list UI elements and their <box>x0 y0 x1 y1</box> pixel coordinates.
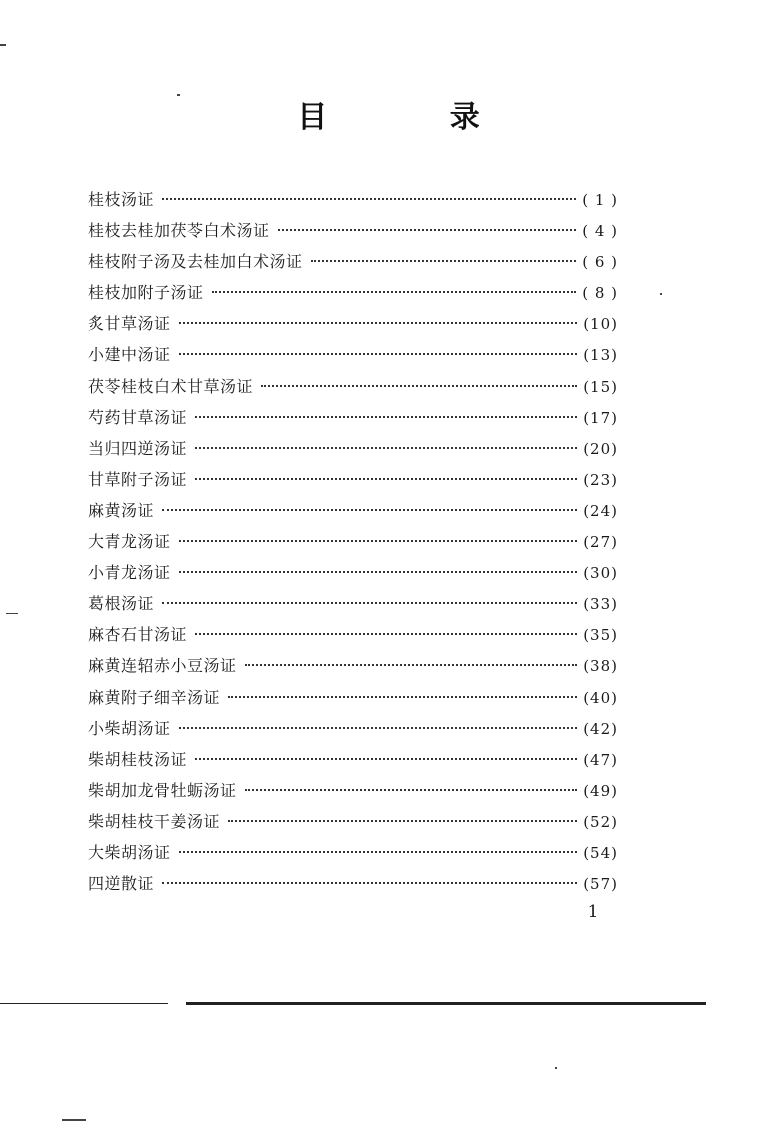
toc-entry-page: ( 6 ) <box>582 253 618 272</box>
dot-leader <box>195 478 577 480</box>
toc-entry[interactable] <box>88 744 618 775</box>
dot-leader <box>179 851 578 853</box>
toc-entry-page: (24) <box>583 501 618 520</box>
toc-entry-page: (10) <box>583 315 618 334</box>
toc-entry[interactable] <box>88 868 618 899</box>
dot-leader <box>179 540 578 542</box>
toc-entry-page: (17) <box>583 408 618 427</box>
dot-leader <box>245 789 578 791</box>
toc-entry-page: (57) <box>583 875 618 894</box>
dot-leader <box>228 820 577 822</box>
dot-leader <box>195 633 577 635</box>
toc-entry-title: 柴胡桂枝汤证 <box>88 749 188 769</box>
page-title: 目 录 <box>297 100 536 135</box>
toc-entry-page: (30) <box>583 564 618 583</box>
toc-entry-page: (54) <box>583 843 618 862</box>
toc-entry-title: 柴胡桂枝干姜汤证 <box>88 811 221 831</box>
toc-entry-title: 葛根汤证 <box>88 594 155 614</box>
toc-entry-title: 小青龙汤证 <box>88 563 171 583</box>
dot-leader <box>162 882 577 884</box>
dot-leader <box>162 198 576 200</box>
scan-speck <box>6 613 18 614</box>
dot-leader <box>278 229 577 231</box>
dot-leader <box>162 509 577 511</box>
toc-entry[interactable] <box>88 246 618 277</box>
toc-entry-page: (15) <box>583 377 618 396</box>
toc-entry[interactable] <box>88 775 618 806</box>
toc-entry[interactable] <box>88 837 618 868</box>
footer-rule-left <box>0 1003 168 1004</box>
toc-entry[interactable] <box>88 277 618 308</box>
scan-speck <box>62 1119 86 1121</box>
toc-entry-title: 麻黄汤证 <box>88 500 155 520</box>
toc-entry[interactable] <box>88 713 618 744</box>
toc-entry-title: 桂枝加附子汤证 <box>88 283 204 303</box>
toc-entry[interactable] <box>88 557 618 588</box>
dot-leader <box>179 353 578 355</box>
toc-entry-page: (20) <box>583 439 618 458</box>
toc-entry-title: 桂枝汤证 <box>88 190 155 209</box>
toc-entry-page: (23) <box>583 470 618 489</box>
toc-entry[interactable] <box>88 371 618 402</box>
toc-entry-title: 大柴胡汤证 <box>88 842 171 862</box>
toc-entry[interactable] <box>88 464 618 495</box>
toc-entry-title: 麻黄连轺赤小豆汤证 <box>88 656 237 676</box>
toc-entry-title: 甘草附子汤证 <box>88 469 188 489</box>
toc-entry-page: (27) <box>583 533 618 552</box>
toc-entry-title: 桂枝去桂加茯苓白术汤证 <box>88 221 270 241</box>
dot-leader <box>179 571 578 573</box>
toc-entry-title: 大青龙汤证 <box>88 532 171 552</box>
toc-entry-page: ( 8 ) <box>582 284 618 303</box>
dot-leader <box>311 260 577 262</box>
toc-entry-page: ( 4 ) <box>582 222 618 241</box>
dot-leader <box>228 696 577 698</box>
toc-entry[interactable] <box>88 682 618 713</box>
dot-leader <box>212 291 577 293</box>
toc-entry-title: 四逆散证 <box>88 874 155 894</box>
dot-leader <box>195 447 577 449</box>
toc-entry-title: 麻黄附子细辛汤证 <box>88 687 221 707</box>
toc-entry[interactable] <box>88 526 618 557</box>
toc-entry-page: (47) <box>583 750 618 769</box>
toc-entry-title: 小柴胡汤证 <box>88 718 171 738</box>
scan-speck <box>0 44 6 46</box>
toc-entry-page: (42) <box>583 719 618 738</box>
dot-leader <box>195 416 577 418</box>
toc-entry-title: 桂枝附子汤及去桂加白术汤证 <box>88 252 303 272</box>
toc-entry-page: (38) <box>583 657 618 676</box>
dot-leader <box>195 758 577 760</box>
dot-leader <box>245 664 578 666</box>
toc-entry-title: 炙甘草汤证 <box>88 314 171 334</box>
toc-entry-title: 茯苓桂枝白术甘草汤证 <box>88 376 254 396</box>
toc-entry[interactable] <box>88 619 618 650</box>
scan-speck <box>177 94 180 96</box>
dot-leader <box>179 727 578 729</box>
toc-entry[interactable] <box>88 184 618 215</box>
toc-entry[interactable] <box>88 308 618 339</box>
toc-entry[interactable] <box>88 433 618 464</box>
toc-entry[interactable] <box>88 215 618 246</box>
toc-entry-title: 芍药甘草汤证 <box>88 407 188 427</box>
table-of-contents <box>88 184 618 899</box>
toc-entry-page: (35) <box>583 626 618 645</box>
dot-leader <box>261 385 577 387</box>
toc-entry[interactable] <box>88 588 618 619</box>
toc-entry[interactable] <box>88 495 618 526</box>
scan-speck <box>555 1067 557 1069</box>
toc-entry-title: 柴胡加龙骨牡蛎汤证 <box>88 780 237 800</box>
toc-entry-page: (52) <box>583 812 618 831</box>
toc-entry[interactable] <box>88 402 618 433</box>
scan-speck <box>660 293 662 295</box>
footer-rule <box>186 1002 706 1005</box>
dot-leader <box>179 322 578 324</box>
dot-leader <box>162 602 577 604</box>
toc-entry-page: (49) <box>583 781 618 800</box>
toc-entry[interactable] <box>88 806 618 837</box>
toc-entry-page: (40) <box>583 688 618 707</box>
page-number: 1 <box>587 902 599 922</box>
toc-entry-page: (13) <box>583 346 618 365</box>
toc-entry-title: 当归四逆汤证 <box>88 438 188 458</box>
toc-entry-page: ( 1 ) <box>582 191 618 209</box>
toc-entry-page: (33) <box>583 595 618 614</box>
toc-entry[interactable] <box>88 650 618 681</box>
toc-entry-title: 小建中汤证 <box>88 345 171 365</box>
toc-entry[interactable] <box>88 339 618 370</box>
toc-entry-title: 麻杏石甘汤证 <box>88 625 188 645</box>
